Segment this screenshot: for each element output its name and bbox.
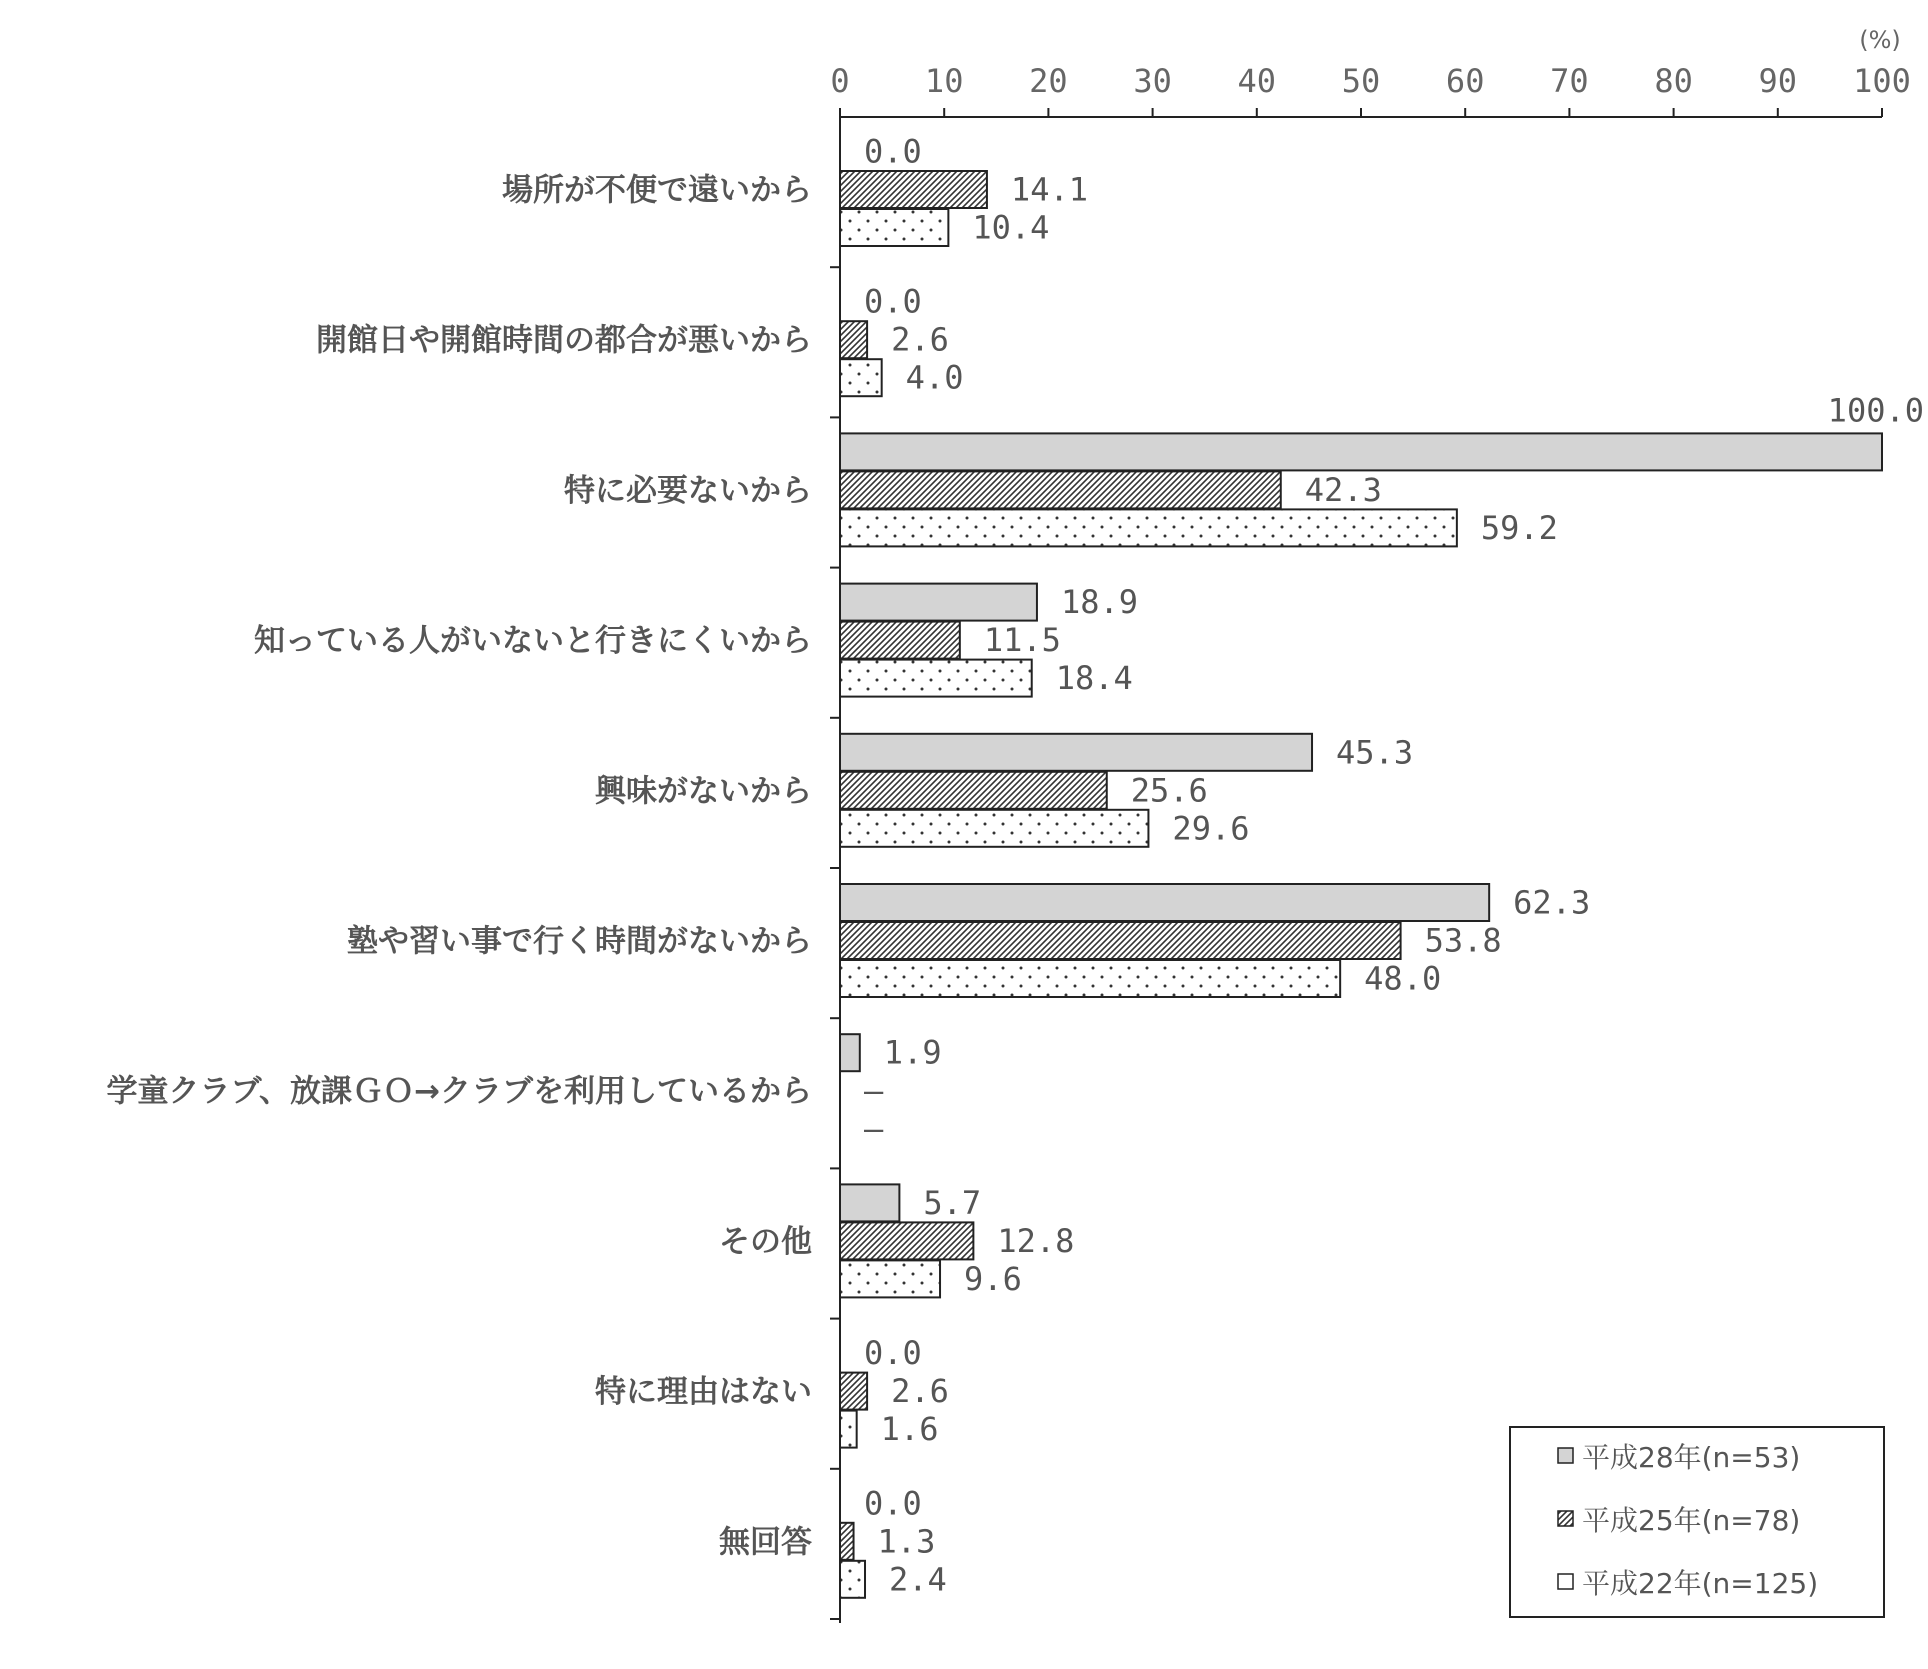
x-tick-label: 90 — [1758, 62, 1798, 100]
data-label-series-2: — — [864, 1109, 884, 1148]
bar-series-2 — [840, 660, 1032, 697]
data-label-series-2: 4.0 — [905, 358, 964, 397]
x-tick-label: 70 — [1550, 62, 1589, 100]
data-label-series-2: 1.6 — [880, 1410, 939, 1449]
data-label-series-0: 0.0 — [864, 282, 922, 321]
bar-series-1 — [840, 772, 1107, 809]
x-tick-label: 40 — [1237, 62, 1277, 100]
data-label-series-2: 29.6 — [1172, 809, 1250, 848]
data-label-series-2: 59.2 — [1480, 508, 1558, 547]
x-tick-label: 80 — [1654, 62, 1693, 100]
category-label: 興味がないから — [595, 773, 812, 810]
x-tick-label: 0 — [830, 62, 850, 100]
bar-series-0 — [840, 1184, 899, 1221]
bar-series-2 — [840, 960, 1340, 997]
legend-swatch-1 — [1558, 1511, 1573, 1526]
bar-series-1 — [840, 1222, 973, 1259]
data-label-series-2: 18.4 — [1055, 659, 1133, 698]
x-tick-label: 100 — [1853, 62, 1911, 100]
x-tick-label: 20 — [1029, 62, 1068, 100]
legend-label-1: 平成25年(n=78) — [1582, 1504, 1801, 1537]
category-label: 開館日や開館時間の都合が悪いから — [316, 322, 812, 359]
data-label-series-2: 48.0 — [1364, 959, 1442, 998]
category-label: 場所が不便で遠いから — [502, 172, 812, 209]
data-label-series-0: 18.9 — [1060, 583, 1139, 622]
bar-series-2 — [840, 810, 1148, 847]
legend-swatch-2 — [1558, 1574, 1573, 1589]
legend-label-0: 平成28年(n=53) — [1582, 1441, 1801, 1474]
data-label-series-1: 1.3 — [877, 1522, 936, 1561]
data-label-series-1: 14.1 — [1010, 170, 1088, 209]
bar-series-2 — [840, 359, 882, 396]
bar-series-0 — [840, 1034, 860, 1071]
x-tick-label: 30 — [1133, 62, 1172, 100]
bar-series-2 — [840, 209, 948, 246]
data-label-series-1: 53.8 — [1424, 921, 1502, 960]
data-label-series-0: 5.7 — [923, 1183, 982, 1222]
bar-series-0 — [840, 584, 1037, 621]
bar-series-2 — [840, 1411, 857, 1448]
data-label-series-0: 0.0 — [864, 1484, 922, 1523]
data-label-series-0: 0.0 — [864, 132, 922, 171]
bar-series-2 — [840, 1260, 940, 1297]
data-label-series-0: 0.0 — [864, 1334, 922, 1373]
data-label-series-2: 10.4 — [972, 208, 1050, 247]
bar-series-2 — [840, 509, 1457, 546]
data-label-series-1: 12.8 — [997, 1221, 1075, 1260]
category-label: 特に必要ないから — [564, 472, 812, 509]
data-label-series-1: 42.3 — [1304, 470, 1382, 509]
category-label: 特に理由はない — [595, 1374, 812, 1411]
bar-series-1 — [840, 922, 1401, 959]
x-tick-label: 10 — [924, 62, 964, 100]
category-label: その他 — [719, 1223, 812, 1260]
bar-series-1 — [840, 1373, 867, 1410]
bar-series-0 — [840, 734, 1312, 771]
category-label: 無回答 — [719, 1524, 812, 1561]
bar-series-1 — [840, 1523, 854, 1560]
category-label: 知っている人がいないと行きにくいから — [254, 623, 812, 660]
bar-series-1 — [840, 321, 867, 358]
bar-series-0 — [840, 884, 1489, 921]
data-label-series-0: 1.9 — [883, 1033, 942, 1072]
x-tick-label: 60 — [1445, 62, 1485, 100]
bar-series-1 — [840, 171, 987, 208]
data-label-series-2: 9.6 — [964, 1259, 1022, 1298]
bar-series-0 — [840, 433, 1882, 470]
data-label-series-1: — — [864, 1071, 884, 1110]
bar-series-1 — [840, 622, 960, 659]
data-label-series-1: 2.6 — [891, 1372, 949, 1411]
data-label-series-0: 100.0 — [1827, 391, 1924, 430]
legend-label-2: 平成22年(n=125) — [1582, 1567, 1819, 1600]
data-label-series-1: 25.6 — [1130, 771, 1208, 810]
unit-label: (%) — [1859, 26, 1901, 54]
category-label: 学童クラブ、放課ＧＯ→クラブを利用しているから — [106, 1073, 812, 1110]
x-tick-label: 50 — [1341, 62, 1381, 100]
data-label-series-0: 45.3 — [1336, 733, 1414, 772]
bar-series-1 — [840, 471, 1281, 508]
bar-series-2 — [840, 1561, 865, 1598]
legend-swatch-0 — [1558, 1448, 1573, 1463]
data-label-series-1: 11.5 — [983, 621, 1061, 660]
category-label: 塾や習い事で行く時間がないから — [347, 923, 812, 960]
data-label-series-1: 2.6 — [891, 320, 949, 359]
data-label-series-2: 2.4 — [889, 1560, 947, 1599]
data-label-series-0: 62.3 — [1513, 883, 1591, 922]
legend — [1510, 1427, 1884, 1617]
